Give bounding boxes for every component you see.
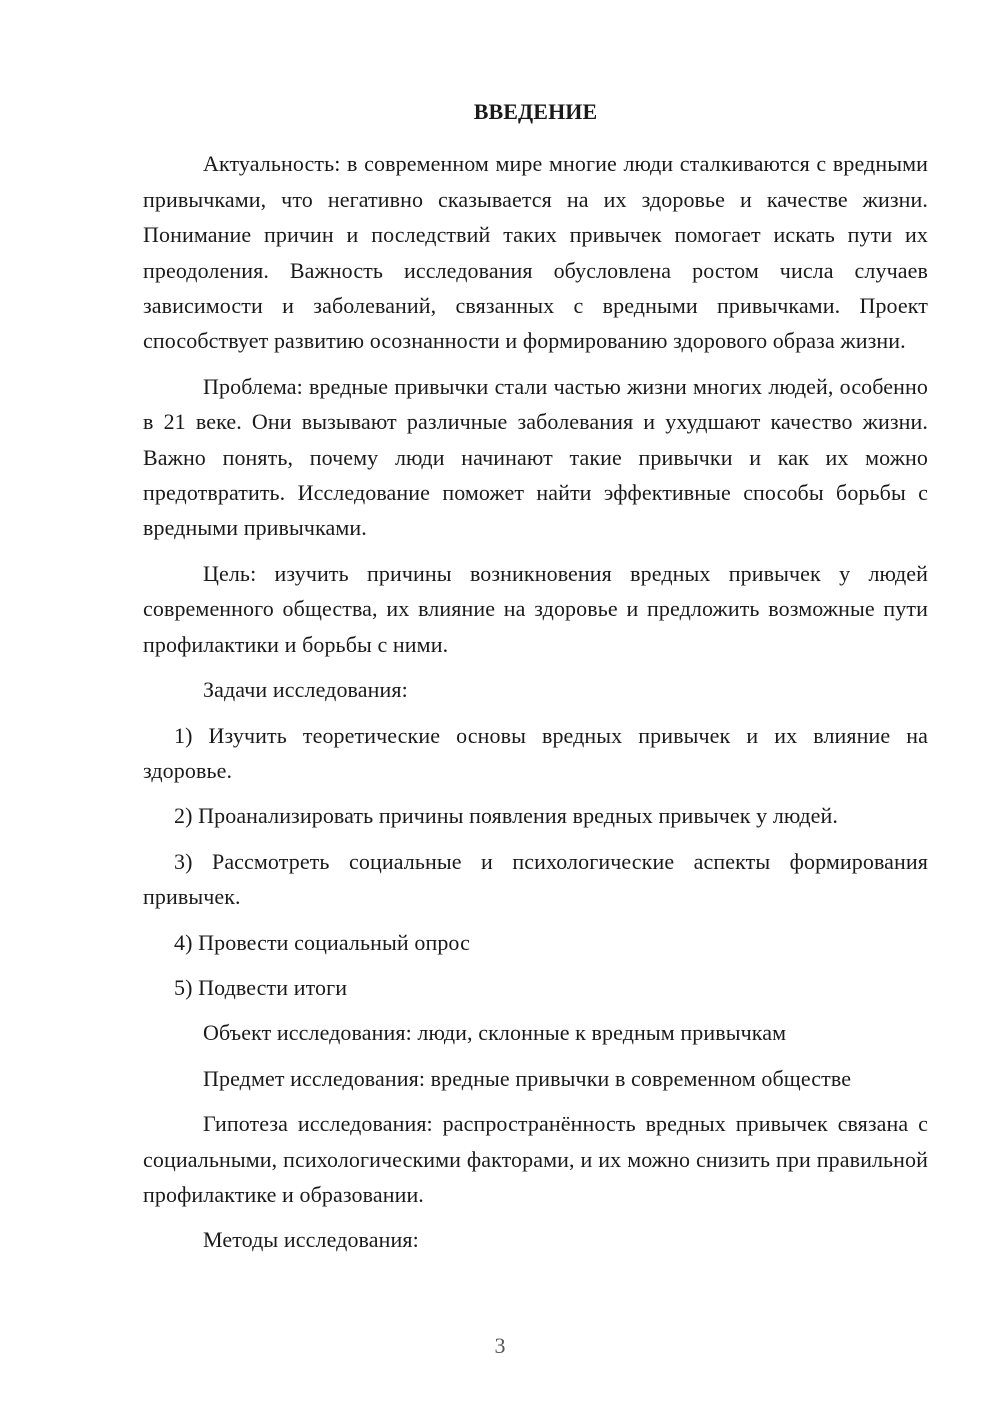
task-item: 3) Рассмотреть социальные и психологические аспекты формирования привычек.: [143, 848, 928, 910]
methods-heading: Методы исследования:: [203, 1227, 419, 1253]
page-number: 3: [494, 1333, 506, 1358]
hypothesis-paragraph: Гипотеза исследования: распространённость вредных привычек связана с социальными, психологическими факторами, и их можно снизить при правильной профилактике и образовании.: [143, 1111, 928, 1207]
tasks-heading: Задачи исследования:: [203, 677, 408, 703]
goal-paragraph: Цель: изучить причины возникновения вредных привычек у людей современного общества, их влияние на здоровье и предложить возможные пути профилактики и борьбы с ними.: [143, 560, 928, 657]
object-paragraph: Объект исследования: люди, склонные к вредным привычкам: [203, 1020, 787, 1046]
subject-paragraph: Предмет исследования: вредные привычки в современном обществе: [203, 1065, 852, 1091]
section-title: ВВЕДЕНИЕ: [473, 99, 598, 124]
page-content: [143, 94, 928, 1268]
task-item: 4) Провести социальный опрос: [174, 929, 470, 955]
task-item: 2) Проанализировать причины появления вредных привычек у людей.: [174, 803, 838, 829]
relevance-paragraph: Актуальность: в современном мире многие люди сталкиваются с вредными привычками, что негативно сказывается на их здоровье и качестве жизни. Понимание причин и последствий таких привычек помогает искать пути их преодоления. Важность исследования обусловлена ростом числа случаев зависимости и заболеваний, связанных с вредными привычками. Проект способствует развитию осознанности и формированию здорового образа жизни.: [143, 151, 928, 354]
task-item: 1) Изучить теоретические основы вредных привычек и их влияние на здоровье.: [143, 722, 928, 783]
problem-paragraph: Проблема: вредные привычки стали частью жизни многих людей, особенно в 21 веке. Они вызывают различные заболевания и ухудшают качество жизни. Важно понять, почему люди начинают такие привычки и как их можно предотвратить. Исследование поможет найти эффективные способы борьбы с вредными привычками.: [143, 373, 928, 541]
task-item: 5) Подвести итоги: [174, 974, 348, 1000]
